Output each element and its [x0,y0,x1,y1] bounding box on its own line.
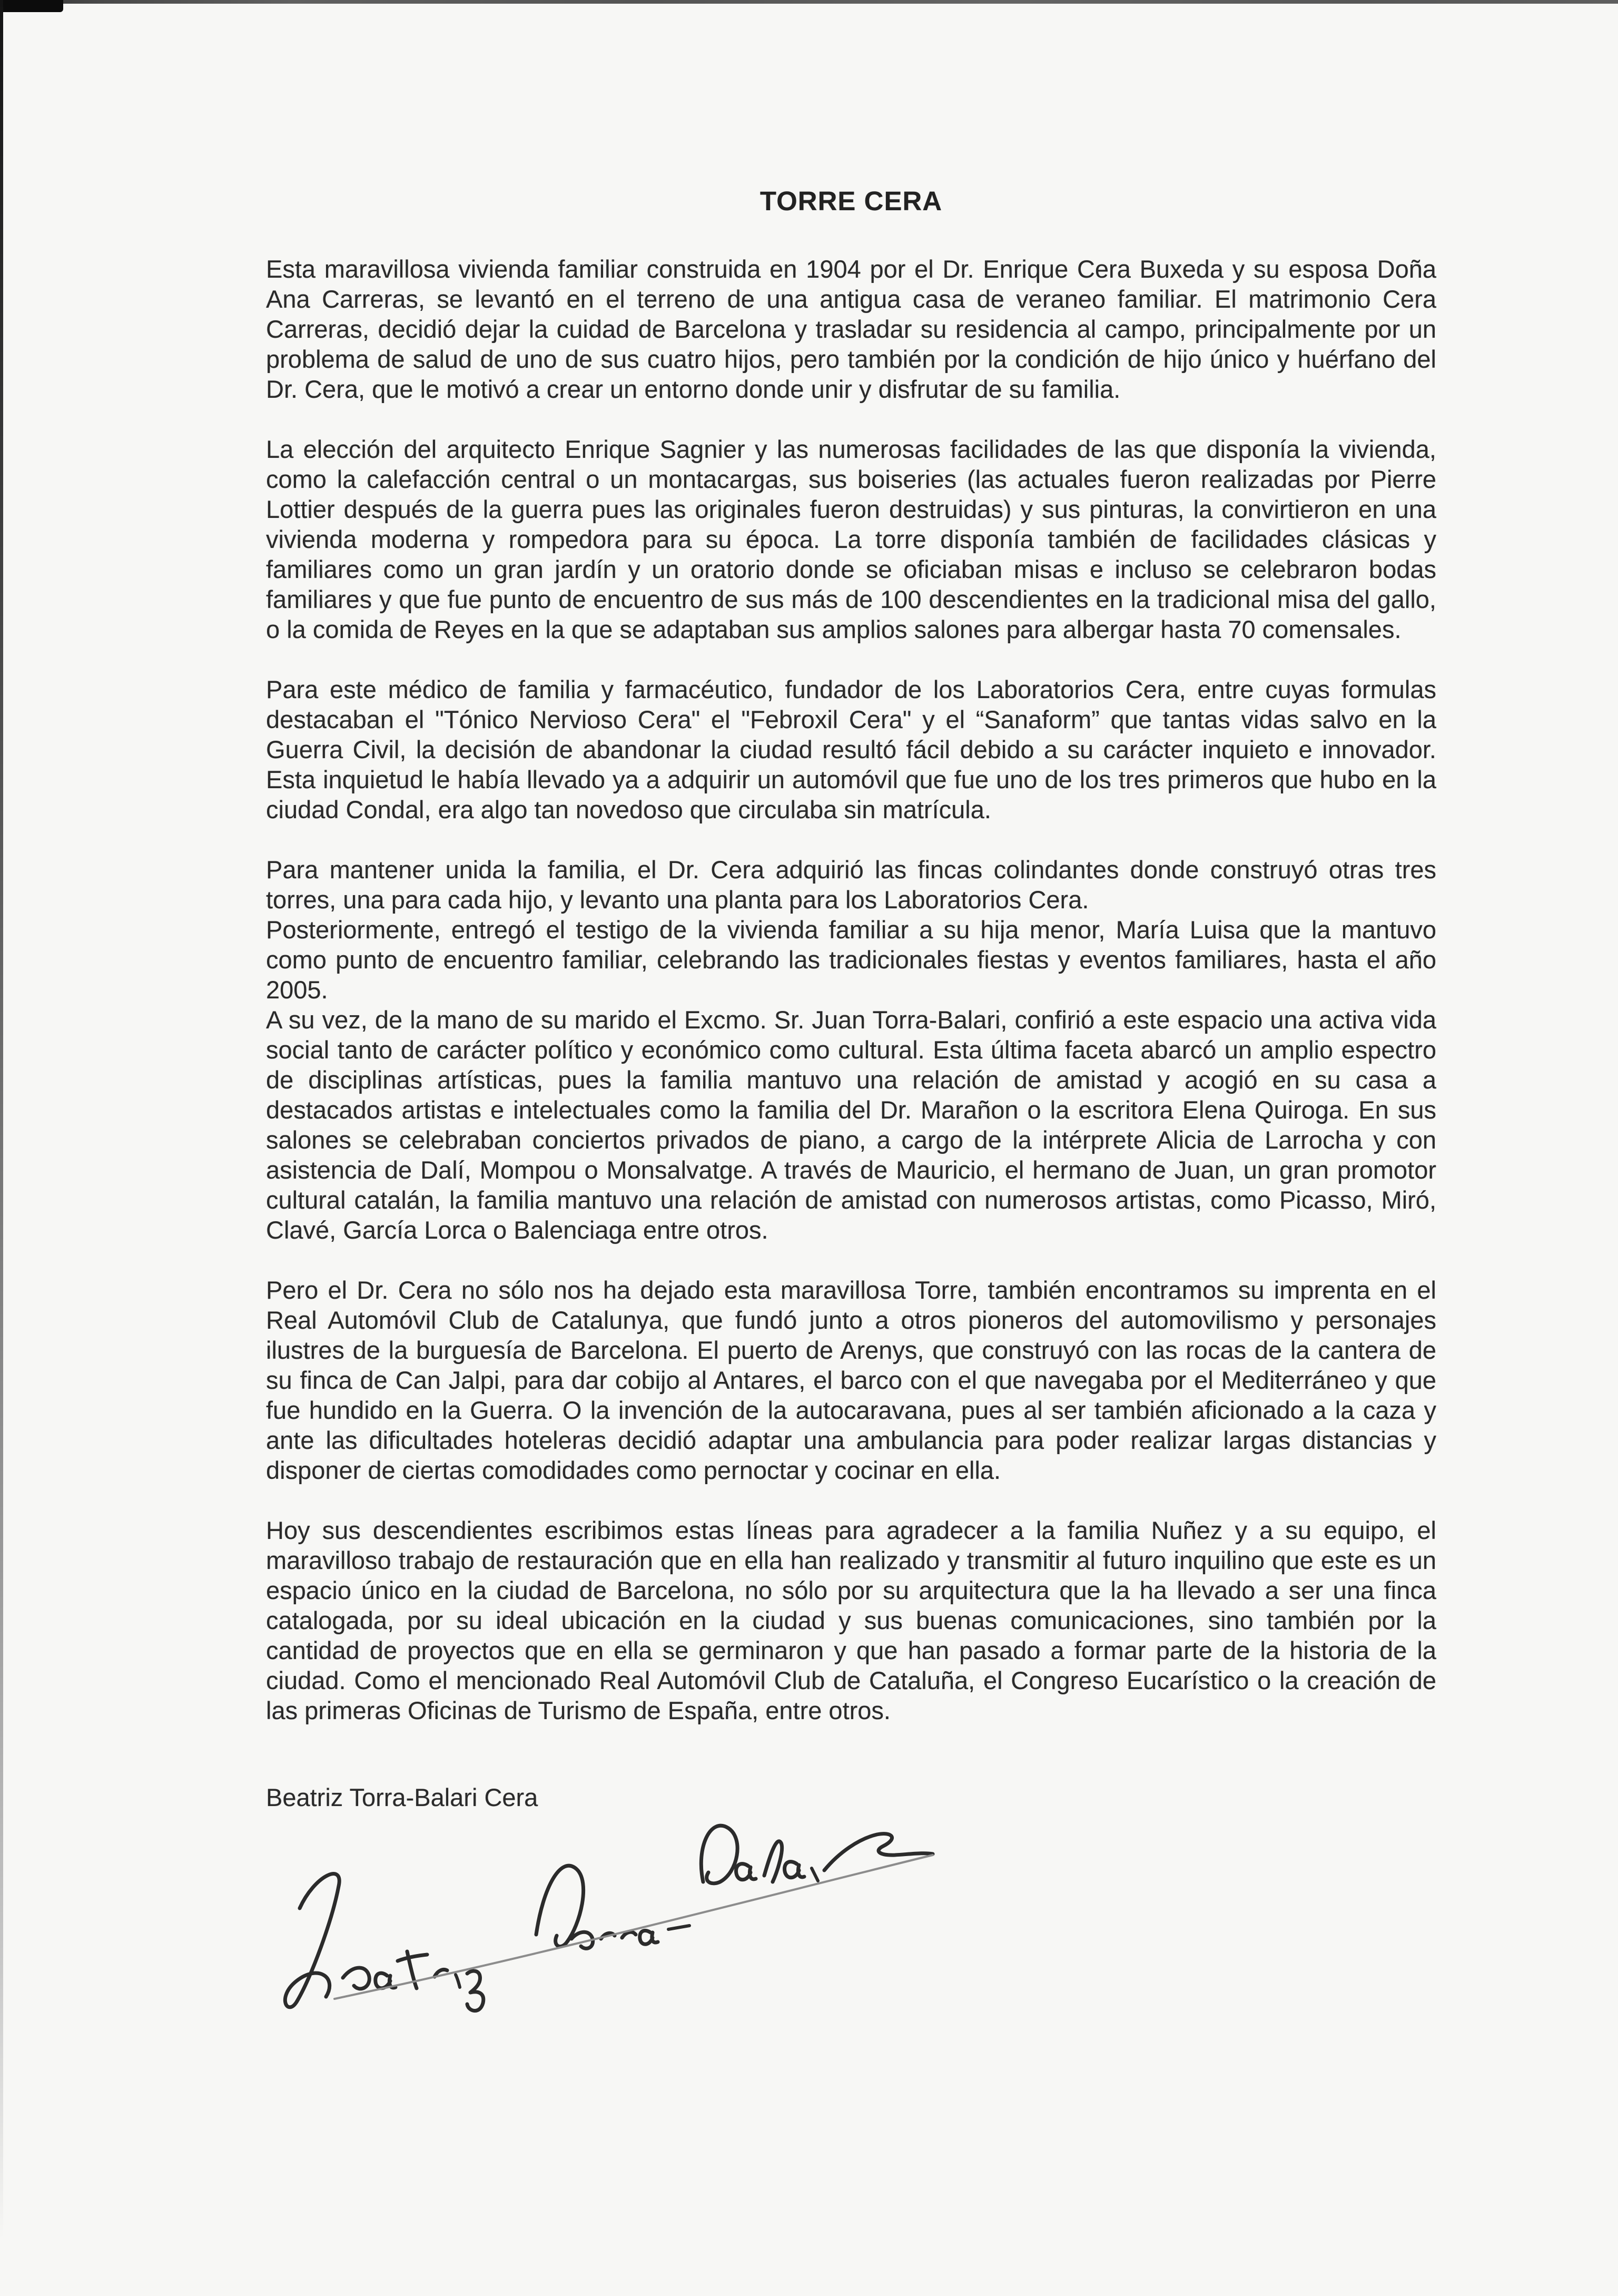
handwritten-signature [249,1803,955,2019]
signature-printed-name: Beatriz Torra-Balari Cera [266,1783,538,1811]
paragraph-5: Pero el Dr. Cera no sólo nos ha dejado esta maravillosa Torre, también encontramos su imprenta en el Real Automóvil Club de Catalunya, que fundó junto a otros pioneros del automovilismo y personajes ilustres de la burguesía de Barcelona. El puerto de Arenys, que construyó con las rocas de la cantera de su finca de Can Jalpi, para dar cobijo al Antares, el barco con el que navegaba por el Mediterráneo y que fue hundido en la Guerra. O la invención de la autocaravana, pues al ser también aficionado a la caza y ante las dificultades hoteleras decidió adaptar una ambulancia para poder realizar largas distancias y disponer de ciertas comodidades como pernoctar y cocinar en ella. [266,1276,1436,1484]
paragraph-1: Esta maravillosa vivienda familiar construida en 1904 por el Dr. Enrique Cera Buxeda y su esposa Doña Ana Carreras, se levantó en el terreno de una antigua casa de veraneo familiar. El matrimonio Cera Carreras, decidió dejar la cuidad de Barcelona y trasladar su residencia al campo, principalmente por un problema de salud de uno de sus cuatro hijos, pero también por la condición de hijo único y huérfano del Dr. Cera, que le motivó a crear un entorno donde unir y disfrutar de su familia. [266,255,1436,403]
paragraph-4a: Para mantener unida la familia, el Dr. Cera adquirió las fincas colindantes donde construyó otras tres torres, una para cada hijo, y levanto una planta para los Laboratorios Cera. [266,856,1436,914]
scan-edge-artifact-corner [0,0,63,12]
paragraph-6: Hoy sus descendientes escribimos estas líneas para agradecer a la familia Nuñez y a su equipo, el maravilloso trabajo de restauración que en ella han realizado y transmitir al futuro inquilino que este es un espacio único en la ciudad de Barcelona, no sólo por su arquitectura que la ha llevado a ser una finca catalogada, por su ideal ubicación en la ciudad y sus buenas comunicaciones, sino también por la cantidad de proyectos que en ella se germinaron y que han pasado a formar parte de la historia de la ciudad. Como el mencionado Real Automóvil Club de Cataluña, el Congreso Eucarístico o la creación de las primeras Oficinas de Turismo de España, entre otros. [266,1516,1436,1724]
signature-ink [285,1826,933,2010]
document-title: TORRE CERA [759,186,943,216]
letter-body [266,254,1436,2019]
paragraph-2: La elección del arquitecto Enrique Sagnier y las numerosas facilidades de las que disponía la vivienda, como la calefacción central o un montacargas, sus boiseries (las actuales fueron realizadas por Pierre Lottier después de la guerra pues las originales fueron destruidas) y sus pinturas, la convirtieron en una vivienda moderna y rompedora para su época. La torre disponía también de facilidades clásicas y familiares como un gran jardín y un oratorio donde se oficiaban misas e incluso se celebraron bodas familiares y que fue punto de encuentro de sus más de 100 descendientes en la tradicional misa del gallo, o la comida de Reyes en la que se adaptaban sus amplios salones para albergar hasta 70 comensales. [266,435,1436,643]
scan-edge-artifact-top [0,0,1618,4]
scan-edge-artifact-left [0,0,3,2239]
paragraph-3: Para este médico de familia y farmacéutico, fundador de los Laboratorios Cera, entre cuyas formulas destacaban el "Tónico Nervioso Cera" el "Febroxil Cera" y el “Sanaform” que tantas vidas salvo en la Guerra Civil, la decisión de abandonar la ciudad resultó fácil debido a su carácter inquieto e innovador. Esta inquietud le había llevado ya a adquirir un automóvil que fue uno de los tres primeros que hubo en la ciudad Condal, era algo tan novedoso que circulaba sin matrícula. [266,675,1436,823]
paragraph-4c: A su vez, de la mano de su marido el Excmo. Sr. Juan Torra-Balari, confirió a este espacio una activa vida social tanto de carácter político y económico como cultural. Esta última faceta abarcó un amplio espectro de disciplinas artísticas, pues la familia mantuvo una relación de amistad y acogió en su casa a destacados artistas e intelectuales como la familia del Dr. Marañon o la escritora Elena Quiroga. En sus salones se celebraban conciertos privados de piano, a cargo de la intérprete Alicia de Larrocha y con asistencia de Dalí, Mompou o Monsalvatge. A través de Mauricio, el hermano de Juan, un gran promotor cultural catalán, la familia mantuvo una relación de amistad con numerosos artistas, como Picasso, Miró, Clavé, García Lorca o Balenciaga entre otros. [266,1006,1436,1244]
paragraph-4b: Posteriormente, entregó el testigo de la vivienda familiar a su hija menor, María Luisa que la mantuvo como punto de encuentro familiar, celebrando las tradicionales fiestas y eventos familiares, hasta el año 2005. [266,916,1436,1004]
